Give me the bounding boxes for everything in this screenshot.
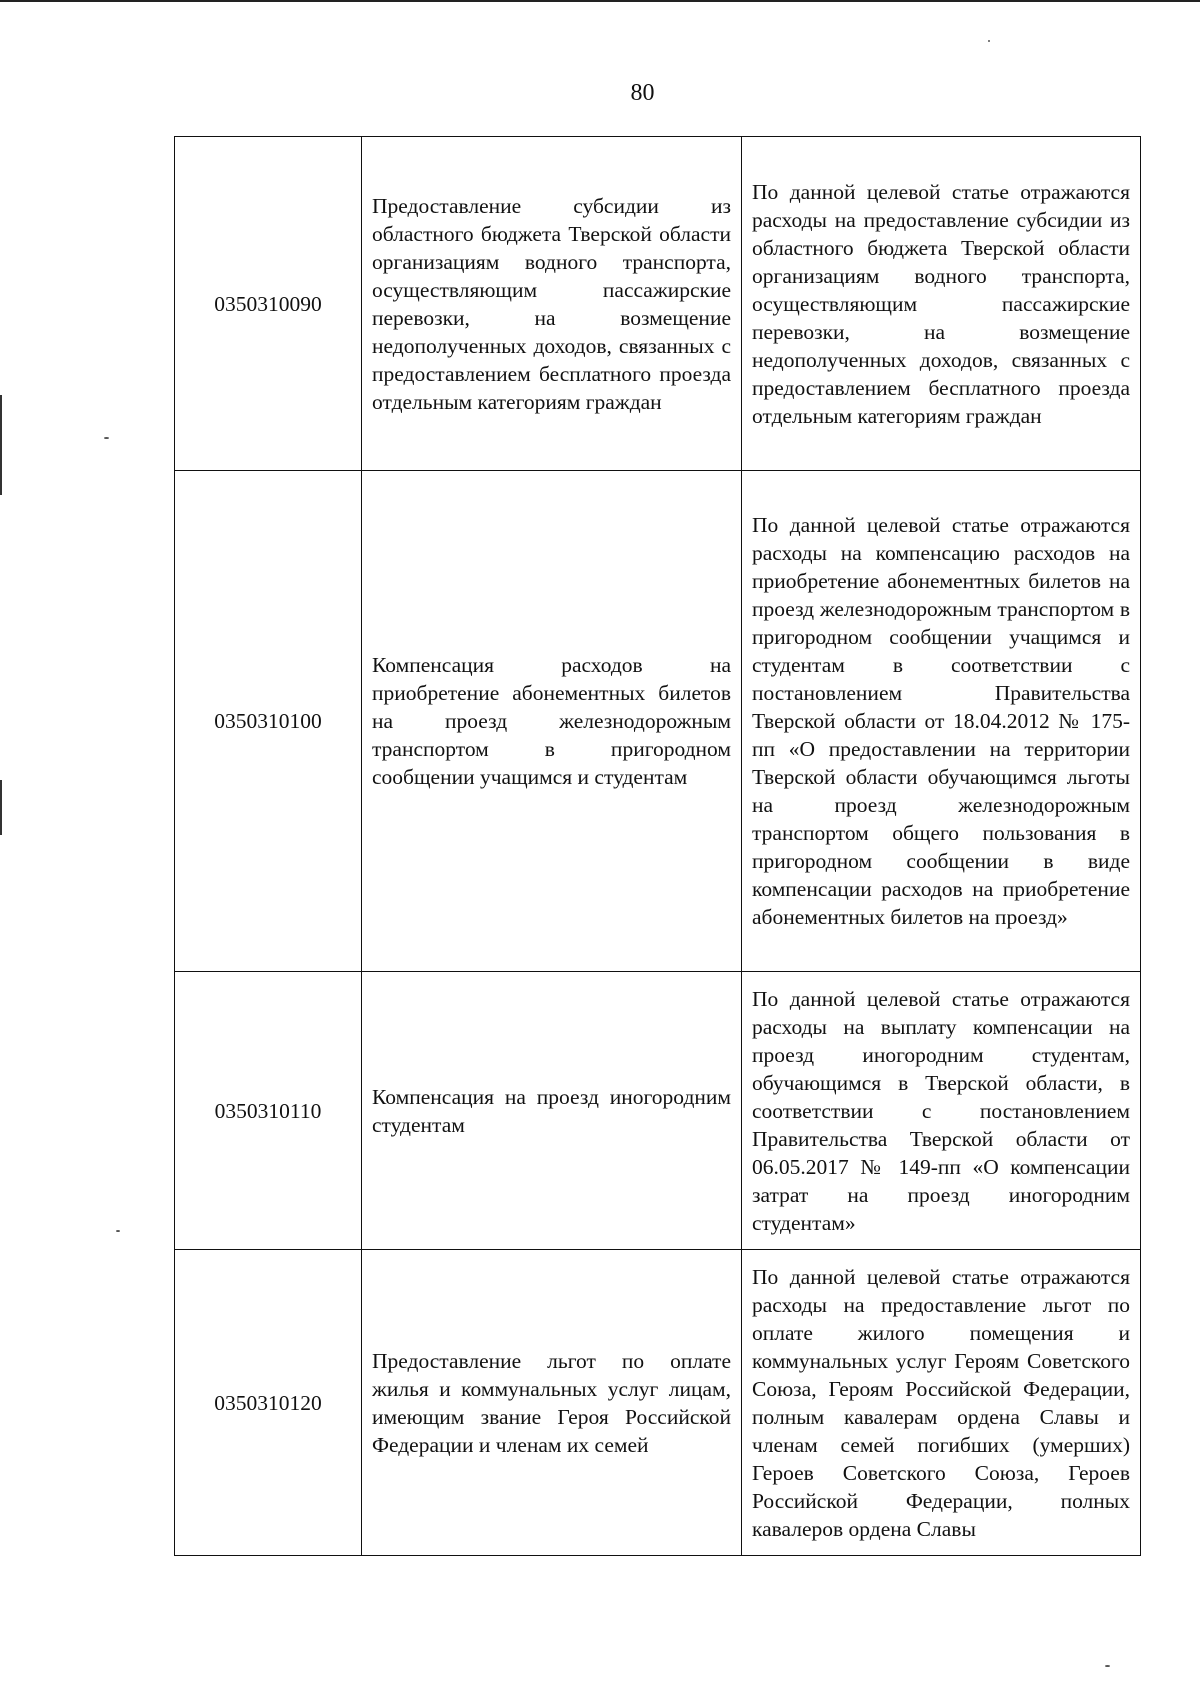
scan-speck [1105,1665,1110,1667]
budget-classification-table [174,136,1141,1556]
target-article-code: 0350310120 [175,1250,362,1556]
target-article-code: 0350310100 [175,471,362,972]
scan-edge-left-lower [0,780,2,835]
table-row [175,471,1141,972]
target-article-name: Предоставление субсидии из областного бюджета Тверской области организациям водного транспорта, осуществляющим пассажирские перевозки, на возмещение недополученных доходов, связанных с предоставлением бесплатного проезда отдельным категориям граждан [362,137,742,471]
target-article-name: Компенсация на проезд иногородним студентам [362,972,742,1250]
target-article-code: 0350310090 [175,137,362,471]
scan-speck [116,1230,120,1232]
table-row [175,137,1141,471]
target-article-description: По данной целевой статье отражаются расходы на выплату компенсации на проезд иногородним студентам, обучающимся в Тверской области, в соответствии с постановлением Правительства Тверской области от 06.05.2017 № 149-пп «О компенсации затрат на проезд иногородним студентам» [742,972,1141,1250]
target-article-code: 0350310110 [175,972,362,1250]
target-article-description: По данной целевой статье отражаются расходы на предоставление льгот по оплате жилого помещения и коммунальных услуг Героям Советского Союза, Героям Российской Федерации, полным кавалерам ордена Славы и членам семей погибших (умерших) Героев Советского Союза, Героев Российской Федерации, полных кавалеров ордена Славы [742,1250,1141,1556]
target-article-name: Предоставление льгот по оплате жилья и коммунальных услуг лицам, имеющим звание Героя Российской Федерации и членам их семей [362,1250,742,1556]
scan-edge-left [0,395,2,495]
table-row [175,1250,1141,1556]
target-article-name: Компенсация расходов на приобретение абонементных билетов на проезд железнодорожным транспортом в пригородном сообщении учащимся и студентам [362,471,742,972]
target-article-description: По данной целевой статье отражаются расходы на предоставление субсидии из областного бюджета Тверской области организациям водного транспорта, осуществляющим пассажирские перевозки, на возмещение недополученных доходов, связанных с предоставлением бесплатного проезда отдельным категориям граждан [742,137,1141,471]
scan-edge-top [0,0,1200,2]
target-article-description: По данной целевой статье отражаются расходы на компенсацию расходов на приобретение абонементных билетов на проезд железнодорожным транспортом в пригородном сообщении учащимся и студентам в соответствии с постановлением Правительства Тверской области от 18.04.2012 № 175-пп «О предоставлении на территории Тверской области обучающимся льготы на проезд железнодорожным транспортом общего пользования в пригородном сообщении в виде компенсации расходов на приобретение абонементных билетов на проезд» [742,471,1141,972]
table-row [175,972,1141,1250]
scan-speck [104,437,109,439]
scan-speck [988,40,990,42]
page-number: 80 [630,80,655,106]
